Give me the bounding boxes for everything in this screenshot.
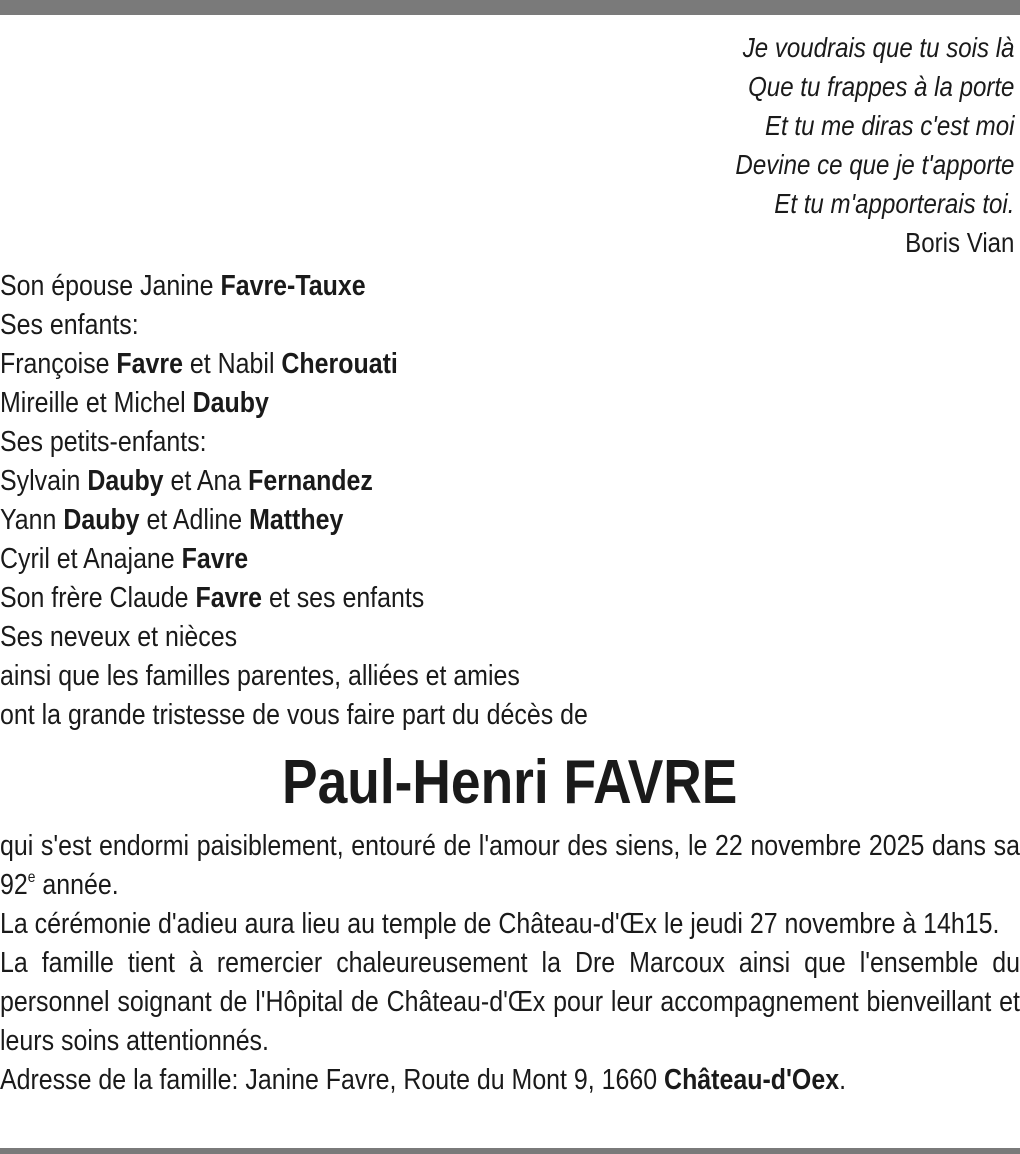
family-surname: Favre bbox=[116, 348, 183, 380]
family-surname: Cherouati bbox=[281, 348, 398, 380]
body-text: Adresse de la famille: Janine Favre, Route du Mont 9, 1660 bbox=[0, 1064, 665, 1096]
poem-line: Et tu me diras c'est moi bbox=[764, 110, 1014, 141]
paragraph-passing bbox=[0, 827, 1020, 905]
family-surname: Dauby bbox=[87, 465, 164, 497]
family-line-announcement bbox=[0, 696, 588, 735]
ordinal-superscript: e bbox=[27, 869, 36, 886]
family-line-nephews bbox=[0, 618, 588, 657]
family-text: ont la grande tristesse de vous faire part du décès de bbox=[0, 699, 588, 731]
poem-line: Que tu frappes à la porte bbox=[747, 71, 1014, 102]
family-surname: Favre-Tauxe bbox=[220, 270, 366, 302]
body-text: . bbox=[839, 1064, 846, 1096]
body-text: année. bbox=[35, 869, 119, 901]
family-text: Ses petits-enfants: bbox=[0, 426, 207, 458]
family-text: et Nabil bbox=[182, 348, 282, 380]
family-surname: Favre bbox=[181, 543, 249, 575]
family-line-relatives bbox=[0, 657, 588, 696]
deceased-name-text: Paul-Henri FAVRE bbox=[282, 748, 738, 817]
family-text: Son épouse Janine bbox=[0, 270, 221, 302]
announcement-body bbox=[0, 827, 1020, 1100]
family-text: Mireille et Michel bbox=[0, 387, 193, 419]
deceased-name bbox=[0, 745, 1020, 821]
family-line-children-heading bbox=[0, 306, 588, 345]
poem-line: Devine ce que je t'apporte bbox=[734, 149, 1014, 180]
family-line-spouse bbox=[0, 267, 588, 306]
family-line-brother bbox=[0, 579, 588, 618]
poem-line: Et tu m'apporterais toi. bbox=[773, 188, 1014, 219]
family-line-grandchild bbox=[0, 501, 588, 540]
paragraph-thanks: La famille tient à remercier chaleureusement la Dre Marcoux ainsi que l'ensemble du personnel soignant de l'Hôpital de Château-d'Œx pour leur accompagnement bienveillant et leurs soins attentionnés. bbox=[0, 947, 1020, 1057]
family-surname: Fernandez bbox=[248, 465, 373, 497]
family-text: et Adline bbox=[139, 504, 250, 536]
bottom-rule bbox=[0, 1148, 1020, 1154]
family-surname: Dauby bbox=[63, 504, 140, 536]
family-text: Yann bbox=[0, 504, 64, 536]
family-surname: Favre bbox=[195, 582, 263, 614]
family-line-grandchild bbox=[0, 462, 588, 501]
family-text: ainsi que les familles parentes, alliées et amies bbox=[0, 660, 520, 692]
family-line-grandchild bbox=[0, 540, 588, 579]
family-line-child bbox=[0, 384, 588, 423]
family-line-child bbox=[0, 345, 588, 384]
top-rule bbox=[0, 0, 1020, 15]
family-text: Françoise bbox=[0, 348, 117, 380]
family-list bbox=[0, 267, 684, 735]
family-text: et Ana bbox=[163, 465, 249, 497]
family-text: Ses enfants: bbox=[0, 309, 139, 341]
family-surname: Dauby bbox=[192, 387, 269, 419]
family-text: Sylvain bbox=[0, 465, 88, 497]
poem-author: Boris Vian bbox=[904, 227, 1014, 258]
family-text: et ses enfants bbox=[262, 582, 425, 614]
paragraph-ceremony: La cérémonie d'adieu aura lieu au temple de Château-d'Œx le jeudi 27 novembre à 14h15. bbox=[0, 908, 1000, 940]
family-line-grandchildren-heading bbox=[0, 423, 588, 462]
family-text: Cyril et Anajane bbox=[0, 543, 182, 575]
family-surname: Matthey bbox=[249, 504, 344, 536]
epigraph-poem bbox=[690, 28, 1014, 262]
poem-line: Je voudrais que tu sois là bbox=[742, 32, 1014, 63]
family-text: Son frère Claude bbox=[0, 582, 196, 614]
address-town: Château-d'Oex bbox=[664, 1064, 840, 1096]
body-text: qui s'est endormi paisiblement, entouré de l'amour des siens, le 22 novembre 2025 dans sa 92 bbox=[0, 830, 1020, 901]
family-text: Ses neveux et nièces bbox=[0, 621, 238, 653]
paragraph-address bbox=[0, 1061, 1020, 1100]
